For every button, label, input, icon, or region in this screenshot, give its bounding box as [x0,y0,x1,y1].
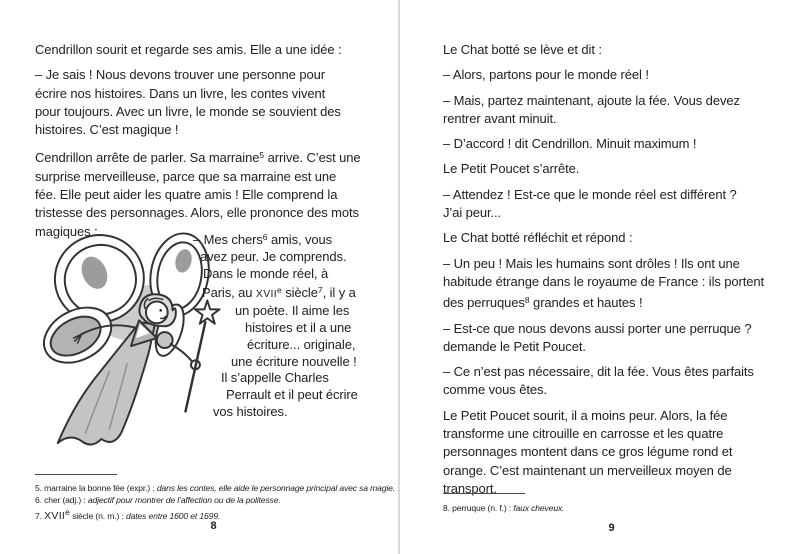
text-line [200,249,358,266]
text-line [35,146,392,167]
italic-segment: adjectif pour montrer de l’affection ou de la politesse. [87,495,281,505]
paragraph [443,320,780,357]
text-line [443,291,780,312]
text-segment: avez peur. Je comprends. [200,248,347,264]
text-line [443,229,780,247]
footnotes [35,482,396,522]
text-line [443,502,780,514]
text-line [443,135,780,153]
paragraph [35,66,392,139]
text-line [443,407,780,425]
text-segment: Cendrillon sourit et regarde ses amis. Elle a une idée : [35,42,342,57]
text-segment: tristesse des personnages. Alors, elle prononce des mots [35,205,359,221]
text-segment: orange. C’est maintenant un merveilleux moyen de [443,462,732,478]
smallcaps-segment: XVII [255,288,277,301]
text-line [231,354,358,371]
text-line [443,41,780,59]
text-line [226,387,358,404]
paragraph [443,160,780,178]
text-segment: – Attendez ! Est-ce que le monde réel est différent ? [443,186,737,202]
text-segment: une écriture nouvelle ! [231,353,357,369]
text-line [443,92,780,110]
text-segment: histoires. C’est magique ! [35,122,179,138]
text-line [35,494,392,506]
superscript: 5 [259,150,265,161]
text-segment: siècle [281,285,318,301]
text-line [443,110,780,128]
text-segment: amis, vous [267,232,333,247]
text-segment: comme vous êtes. [443,382,547,398]
text-line [35,186,392,204]
text-line [35,482,396,494]
text-segment: siècle (n. m.) : [69,511,126,521]
text-segment: transforme une citrouille en carrosse et les quatre [443,426,724,442]
paragraph [443,41,780,59]
text-line [193,229,358,249]
left-page-text [35,38,392,241]
superscript: 7 [317,285,323,296]
text-segment: 5. marraine la bonne fée (expr.) : [35,483,157,493]
text-segment: surprise merveilleuse, parce que sa marraine est une [35,168,337,184]
text-line [35,121,392,139]
text-line [245,320,358,337]
text-line [35,103,392,121]
right-page-text [443,38,780,498]
text-line [213,404,358,421]
superscript: e [276,285,282,296]
text-line [35,168,392,186]
italic-segment: dates entre 1600 et 1699. [125,511,221,521]
footnote-rule [443,493,525,494]
text-line [35,66,392,84]
superscript: 8 [524,295,530,306]
text-segment: un poète. Il aime les [235,303,350,319]
paragraph [443,255,780,313]
text-segment: Perrault et il peut écrire [226,387,358,403]
text-segment: Le Petit Poucet s’arrête. [443,161,580,177]
text-segment: magiques : [35,223,98,239]
text-line [35,85,392,103]
text-line [443,160,780,178]
paragraph [443,186,780,223]
paragraph [443,363,780,400]
italic-segment: faux cheveux. [513,503,565,513]
text-segment: écrire nos histoires. Dans un livre, les contes vivent [35,85,326,101]
footnote-rule [35,474,117,475]
text-segment: – Un peu ! Mais les humains sont drôles ! Ils ont une [443,255,740,271]
text-line [443,255,780,273]
text-segment: – Mes chers [193,232,263,247]
text-line [35,41,392,59]
text-segment: Le Chat botté réfléchit et répond : [443,230,633,246]
text-line [443,338,780,356]
text-segment: écriture... originale, [247,336,356,352]
text-segment: demande le Petit Poucet. [443,338,586,354]
text-segment: – Je sais ! Nous devons trouver une personne pour [35,67,325,83]
page-divider [398,0,400,554]
text-segment: 6. cher (adj.) : [35,495,88,505]
fairy-dialogue [193,229,358,421]
text-segment: Le Chat botté se lève et dit : [443,42,602,57]
text-line [443,363,780,381]
superscript: e [65,507,70,517]
text-line [221,370,358,387]
right-page [443,38,780,554]
footnotes [443,502,780,514]
smallcaps-segment: XVII [44,510,66,522]
text-segment: vos histoires. [213,403,288,419]
text-line [443,381,780,399]
text-segment: transport. [443,480,497,496]
text-line [35,204,392,222]
text-line [443,443,780,461]
text-segment: fée. Elle peut aider les quatre amis ! Elle comprend la [35,187,338,203]
text-segment: arrive. C’est une [264,150,361,166]
italic-segment: dans les contes, elle aide le personnage principal avec sa magie. [156,483,396,493]
text-segment: Paris, au [202,285,256,301]
text-segment: – Alors, partons pour le monde réel ! [443,67,649,83]
text-line [443,186,780,204]
text-segment: histoires et il a une [245,319,352,335]
text-segment: – Est-ce que nous devons aussi porter une perruque ? [443,320,752,336]
text-segment: habitude étrange dans le royaume de France : ils portent [443,273,765,289]
text-line [202,282,358,303]
text-segment: rentrer avant minuit. [443,110,557,126]
text-segment: Cendrillon arrête de parler. Sa marraine [35,150,260,166]
paragraph [443,407,780,498]
text-segment: Dans le monde réel, à [203,265,329,281]
text-line [443,320,780,338]
text-segment: , il y a [322,285,356,301]
paragraph [35,41,392,59]
text-segment: des perruques [443,295,525,311]
text-line [443,425,780,443]
text-segment: J’ai peur... [443,205,502,221]
text-line [443,462,780,480]
text-line [203,266,358,283]
text-line [443,66,780,84]
text-line [443,204,780,222]
text-segment: – D’accord ! dit Cendrillon. Minuit maximum ! [443,136,697,152]
text-segment: – Ce n’est pas nécessaire, dit la fée. Vous êtes parfaits [443,364,754,380]
text-line [247,337,358,354]
superscript: 6 [262,232,268,242]
text-line [443,480,780,498]
text-segment: Le Petit Poucet sourit, il a moins peur. Alors, la fée [443,407,728,423]
text-segment: pour toujours. Avec un livre, le monde se souvient des [35,103,341,119]
paragraph [443,66,780,84]
text-line [443,273,780,291]
paragraph [443,92,780,129]
paragraph [443,135,780,153]
text-segment: 7. [35,511,45,521]
text-segment: – Mais, partez maintenant, ajoute la fée. Vous devez [443,92,740,108]
left-page [35,38,396,554]
text-segment: 8. perruque (n. f.) : [443,503,514,513]
text-segment: Il s’appelle Charles [221,370,329,386]
page-number: 8 [210,520,217,532]
text-segment: personnages montent dans ce gros légume rond et [443,444,733,460]
paragraph [443,229,780,247]
page-number: 9 [608,522,615,534]
text-segment: grandes et hautes ! [529,295,643,311]
text-line [235,303,358,320]
